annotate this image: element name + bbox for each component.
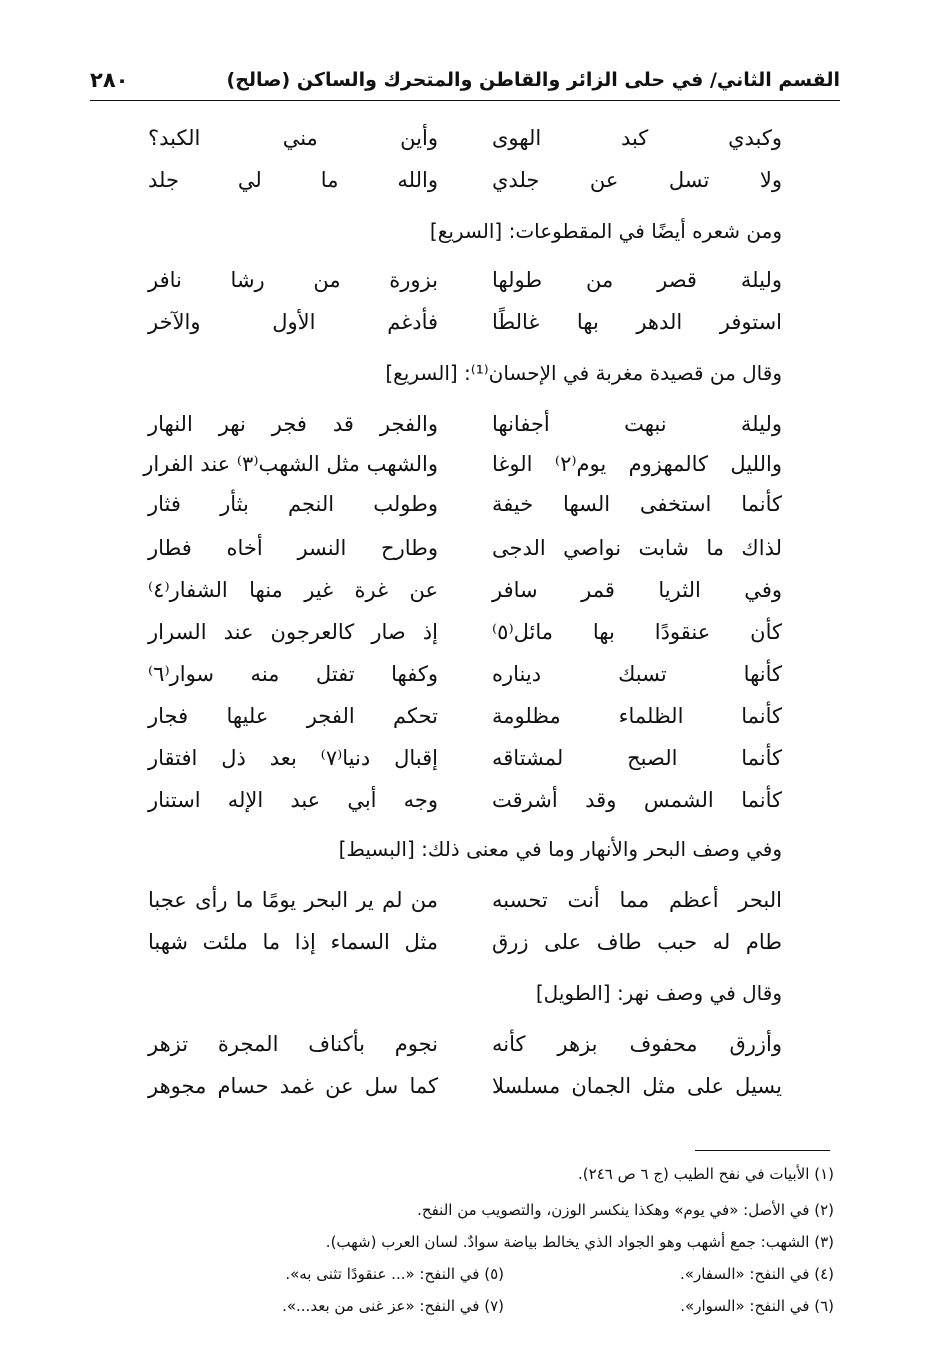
verse-second-hemistich: وطارح النسر أخاه فطار [148,536,438,560]
footnote: (٥) في النفح: «... عنقودًا تثنى به». [285,1265,504,1283]
verse-line [148,162,782,198]
verse-first-hemistich: كأنها تسبك ديناره [492,662,782,686]
footnote: (١) الأبيات في نفح الطيب (ج ٦ ص ٢٤٦). [578,1165,834,1183]
verse-second-hemistich: والشهب مثل الشهب⁽٣⁾ عند الفرار [143,452,438,476]
verse-first-hemistich: استوفر الدهر بها غالطًا [492,310,782,334]
verse-line [148,882,782,918]
running-title: القسم الثاني/ في حلى الزائر والقاطن والمتحرك والساكن (صالح) [226,69,840,91]
verse-second-hemistich: فأدغم الأول والآخر [148,310,438,334]
verse-second-hemistich: وكفها تفتل منه سوار⁽٦⁾ [148,662,438,686]
footnote: (٣) الشهب: جمع أشهب وهو الجواد الذي يخالط بياضة سوادٌ. لسان العرب (شهب). [325,1233,834,1251]
page-number: ٢٨٠ [90,68,129,92]
verse-line [148,262,782,298]
verse-line [148,656,782,692]
verse-first-hemistich: وليلة قصر من طولها [492,268,782,292]
verse-first-hemistich: طام له حبب طاف على زرق [492,930,782,954]
verse-first-hemistich: وكبدي كبد الهوى [492,126,782,150]
verse-second-hemistich: إقبال دنيا⁽٧⁾ بعد ذل افتقار [148,746,438,770]
verse-second-hemistich: كما سل عن غمد حسام مجوهر [148,1074,438,1098]
verse-line [148,486,782,522]
footnote: (٢) في الأصل: «في يوم» وهكذا ينكسر الوزن، والتصويب من النفح. [417,1201,834,1219]
verse-first-hemistich: كأنما الصبح لمشتاقه [492,746,782,770]
verse-first-hemistich: يسيل على مثل الجمان مسلسلا [492,1074,782,1098]
verse-second-hemistich: عن غرة غير منها الشفار⁽٤⁾ [148,578,438,602]
verse-line [148,530,782,566]
verse-second-hemistich: والفجر قد فجر نهر النهار [148,412,438,436]
section-intro: وقال من قصيدة مغربة في الإحسان⁽¹⁾: [السريع] [385,361,782,385]
footnote-pair [140,1260,834,1288]
verse-first-hemistich: وفي الثريا قمر سافر [492,578,782,602]
verse-line [148,698,782,734]
verse-line [148,782,782,818]
verse-second-hemistich: وطولب النجم بثأر فثار [148,492,438,516]
footnote: (٧) في النفح: «عز غنى من بعد...». [282,1297,504,1315]
section-intro: ومن شعره أيضًا في المقطوعات: [السريع] [429,219,782,243]
verse-line [148,304,782,340]
verse-second-hemistich: إذ صار كالعرجون عند السرار [148,620,438,644]
verse-first-hemistich: البحر أعظم مما أنت تحسبه [492,888,782,912]
verse-second-hemistich: والله ما لي جلد [148,168,438,192]
verse-line [148,1026,782,1062]
verse-line [148,572,782,608]
footnote: (٦) في النفح: «السوار». [680,1297,834,1315]
verse-line [148,1068,782,1104]
header-divider [90,100,840,101]
verse-first-hemistich: وأزرق محفوف بزهر كأنه [492,1032,782,1056]
verse-second-hemistich: وأين مني الكبد؟ [148,126,438,150]
verse-second-hemistich: وجه أبي عبد الإله استنار [148,788,438,812]
verse-first-hemistich: وليلة نبهت أجفانها [492,412,782,436]
verse-second-hemistich: من لم ير البحر يومًا ما رأى عجبا [148,888,438,912]
footnote-divider [695,1150,830,1151]
verse-first-hemistich: كأنما استخفى السها خيفة [492,492,782,516]
verse-line [148,614,782,650]
verse-line [148,406,782,442]
verse-first-hemistich: لذاك ما شابت نواصي الدجى [492,536,782,560]
verse-first-hemistich: كأنما الشمس وقد أشرقت [492,788,782,812]
footnote-pair [140,1292,834,1320]
section-intro: وقال في وصف نهر: [الطويل] [535,981,782,1005]
verse-first-hemistich: ولا تسل عن جلدي [492,168,782,192]
footnote: (٤) في النفح: «السفار». [680,1265,834,1283]
verse-first-hemistich: والليل كالمهزوم يوم⁽٢⁾ الوغا [492,452,782,476]
verse-first-hemistich: كأن عنقودًا بها مائل⁽٥⁾ [492,620,782,644]
page-header [90,62,840,98]
section-intro: وفي وصف البحر والأنهار وما في معنى ذلك: [البسيط] [338,837,782,861]
verse-line [148,740,782,776]
verse-second-hemistich: بزورة من رشا نافر [148,268,438,292]
verse-second-hemistich: نجوم بأكناف المجرة تزهر [148,1032,438,1056]
verse-line [143,446,782,482]
verse-second-hemistich: مثل السماء إذا ما ملئت شهبا [148,930,438,954]
verse-line [148,120,782,156]
verse-first-hemistich: كأنما الظلماء مظلومة [492,704,782,728]
verse-line [148,924,782,960]
verse-second-hemistich: تحكم الفجر عليها فجار [148,704,438,728]
